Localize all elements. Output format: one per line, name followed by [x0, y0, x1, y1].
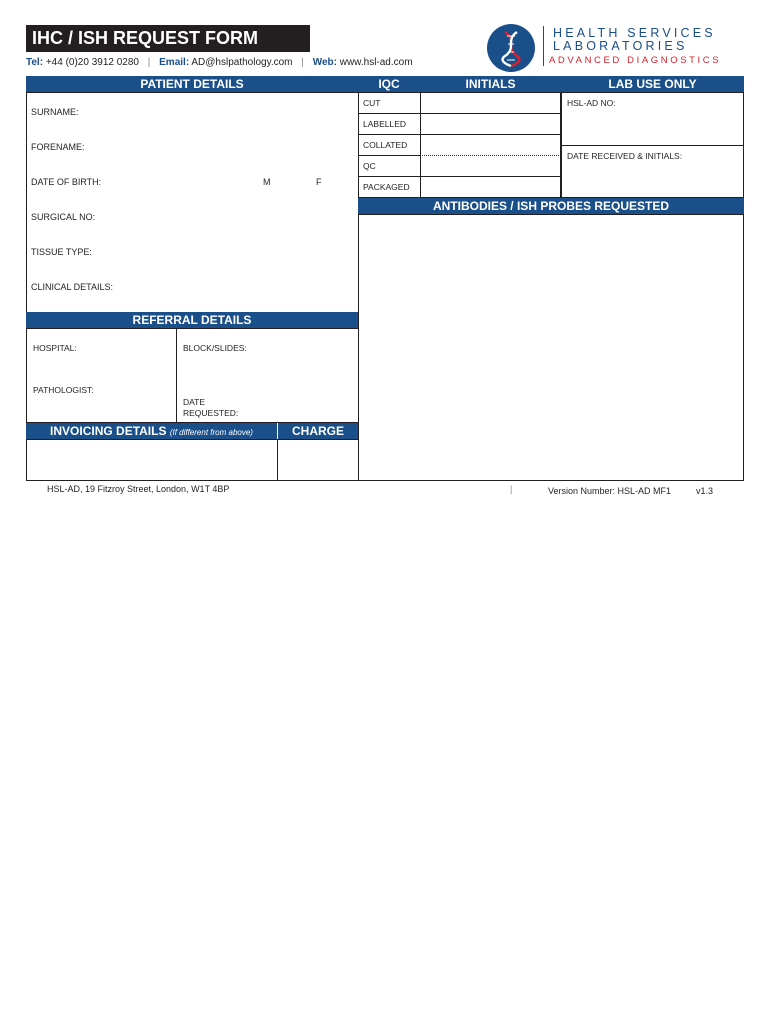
footer-address: HSL-AD, 19 Fitzroy Street, London, W1T 4BP: [47, 484, 230, 494]
invoicing-details-header: [26, 423, 277, 439]
iqc-row-divider: [358, 176, 561, 177]
email-label: Email:: [159, 57, 190, 68]
referral-details-header: REFERRAL DETAILS: [26, 312, 358, 328]
initials-header: INITIALS: [420, 76, 561, 92]
iqc-column-divider: [420, 92, 421, 198]
invoicing-title: INVOICING DETAILS: [50, 424, 167, 438]
iqc-header: IQC: [358, 76, 420, 92]
dna-helix-icon: [487, 24, 535, 72]
charge-column-divider: [277, 439, 278, 481]
invoicing-box[interactable]: [26, 439, 359, 481]
lab-use-divider: [561, 145, 744, 146]
contact-separator: |: [147, 57, 151, 68]
pathologist-label: PATHOLOGIST:: [33, 385, 94, 395]
surname-label: SURNAME:: [31, 107, 79, 117]
web-value[interactable]: www.hsl-ad.com: [339, 57, 413, 68]
tel-value: +44 (0)20 3912 0280: [45, 57, 139, 68]
contact-separator: |: [301, 57, 304, 68]
iqc-row-collated: COLLATED: [363, 140, 408, 150]
iqc-row-qc: QC: [363, 161, 376, 171]
iqc-row-cut: CUT: [363, 98, 381, 108]
charge-header: CHARGE: [278, 423, 358, 439]
date-received-label: DATE RECEIVED & INITIALS:: [567, 151, 683, 161]
web-label: Web:: [312, 57, 337, 68]
hospital-label: HOSPITAL:: [33, 343, 77, 353]
footer-separator: |: [510, 484, 513, 494]
email-value[interactable]: AD@hslpathology.com: [191, 57, 293, 68]
footer-version-code: v1.3: [696, 486, 714, 496]
invoicing-note: (If different from above): [169, 428, 253, 437]
iqc-row-divider: [358, 134, 561, 135]
contact-line: [26, 57, 413, 68]
sex-male-option[interactable]: M: [263, 177, 271, 187]
logo-line-1: HEALTH SERVICES: [553, 26, 716, 40]
hsl-ad-no-label: HSL-AD NO:: [567, 98, 616, 108]
logo-divider: [543, 26, 544, 66]
iqc-row-divider: [420, 155, 561, 156]
iqc-row-labelled: LABELLED: [363, 119, 406, 129]
forename-label: FORENAME:: [31, 142, 85, 152]
sex-female-option[interactable]: F: [316, 177, 322, 187]
date-requested-label-line2: REQUESTED:: [183, 408, 239, 418]
dob-label: DATE OF BIRTH:: [31, 177, 102, 187]
iqc-row-divider: [358, 155, 420, 156]
clinical-details-label: CLINICAL DETAILS:: [31, 282, 114, 292]
tel-label: Tel:: [26, 57, 44, 68]
referral-column-divider: [176, 328, 177, 423]
surgical-no-label: SURGICAL NO:: [31, 212, 96, 222]
block-slides-label: BLOCK/SLIDES:: [183, 343, 247, 353]
patient-details-header: PATIENT DETAILS: [26, 76, 358, 92]
antibodies-header: ANTIBODIES / ISH PROBES REQUESTED: [358, 198, 744, 214]
form-title: IHC / ISH REQUEST FORM: [26, 25, 310, 52]
lab-use-header: LAB USE ONLY: [561, 76, 744, 92]
logo-line-2: LABORATORIES: [553, 39, 688, 53]
date-requested-label-line1: DATE: [183, 397, 206, 407]
antibodies-box[interactable]: [358, 214, 744, 481]
iqc-row-packaged: PACKAGED: [363, 182, 410, 192]
footer-version: Version Number: HSL-AD MF1: [548, 486, 672, 496]
iqc-row-divider: [358, 113, 561, 114]
tissue-type-label: TISSUE TYPE:: [31, 247, 92, 257]
logo-line-3: ADVANCED DIAGNOSTICS: [549, 55, 722, 66]
patient-details-box: [26, 92, 359, 313]
